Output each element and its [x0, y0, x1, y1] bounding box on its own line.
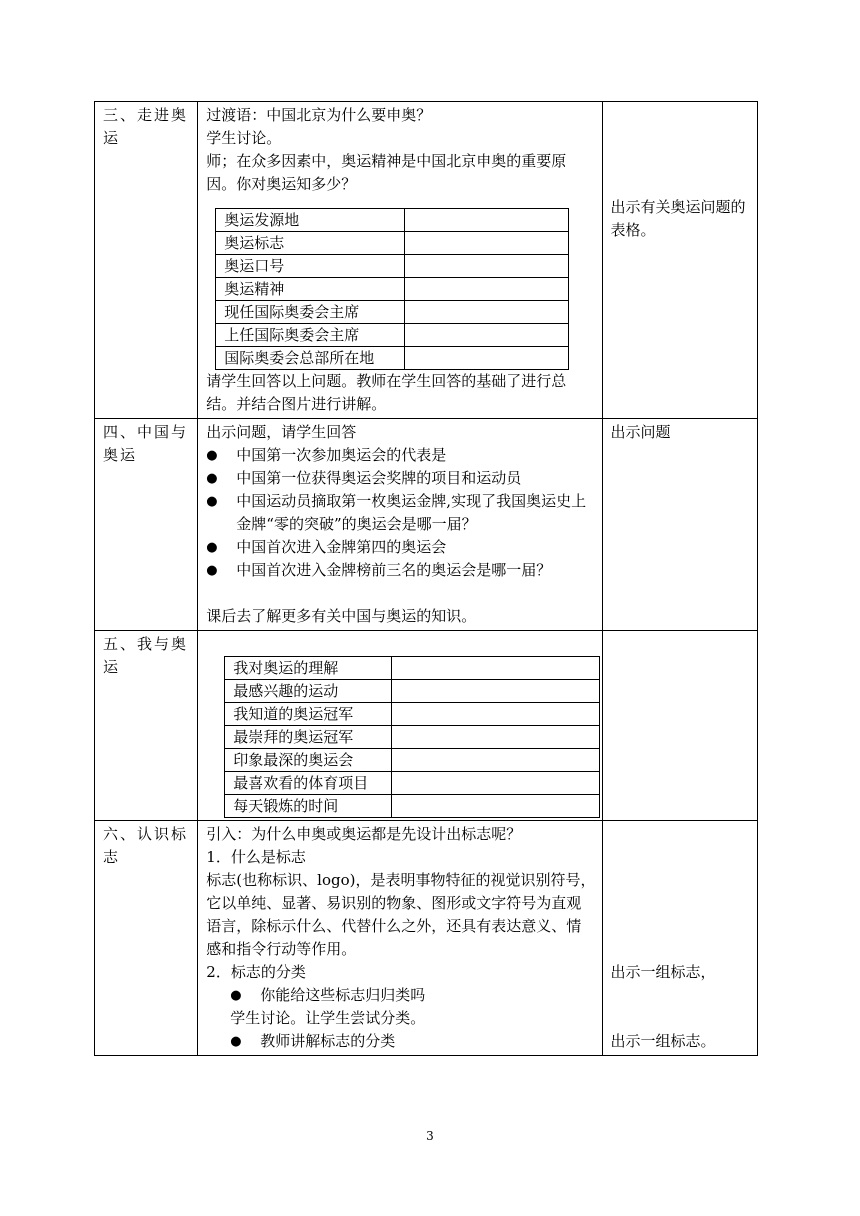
- paragraph: 1．什么是标志: [206, 848, 306, 866]
- table-cell: 最崇拜的奥运冠军: [225, 726, 392, 749]
- section-content: [198, 419, 602, 631]
- table-row: [95, 821, 758, 1056]
- table-row: [225, 772, 600, 795]
- paragraph: 学生讨论。让学生尝试分类。: [230, 1009, 426, 1027]
- bullet-icon: ●: [206, 448, 218, 463]
- table-cell: 国际奥委会总部所在地: [216, 347, 405, 370]
- list-item: ● 教师讲解标志的分类: [206, 1030, 595, 1053]
- table-row: [95, 631, 758, 821]
- table-cell: 最感兴趣的运动: [225, 680, 392, 703]
- section-label: 四、中国与奥运: [95, 419, 198, 631]
- answer-cell: [405, 278, 569, 301]
- answer-cell: [405, 209, 569, 232]
- list-item: ● 中国首次进入金牌榜前三名的奥运会是哪一届？: [206, 559, 595, 582]
- table-row: [225, 795, 600, 818]
- paragraph: 出示问题，请学生回答: [206, 423, 357, 441]
- section-content: [198, 821, 602, 1056]
- paragraph: 2．标志的分类: [206, 963, 306, 981]
- answer-cell: [392, 703, 600, 726]
- table-row: [225, 749, 600, 772]
- section-label: 六、认识标志: [95, 821, 198, 1056]
- olympic-quiz-table: [215, 208, 569, 370]
- paragraph: 师；在众多因素中，奥运精神是中国北京申奥的重要原因。你对奥运知多少？: [206, 152, 567, 193]
- table-cell: 现任国际奥委会主席: [216, 301, 405, 324]
- paragraph: 标志(也称标识、logo)，是表明事物特征的视觉识别符号，它以单纯、显著、易识别的物象、图形或文字符号为直观语言，除标示什么、代替什么之外，还具有表达意义、情感和指令行动等作用。: [206, 871, 596, 958]
- page-number: 3: [426, 1129, 434, 1143]
- note-text: 出示问题: [610, 423, 671, 441]
- answer-cell: [405, 232, 569, 255]
- teacher-note: [602, 631, 757, 821]
- answer-cell: [392, 749, 600, 772]
- list-item: ● 中国运动员摘取第一枚奥运金牌,实现了我国奥运史上金牌“零的突破”的奥运会是哪一届？: [206, 490, 595, 536]
- answer-cell: [392, 772, 600, 795]
- paragraph: 学生讨论。: [206, 129, 282, 147]
- answer-cell: [392, 657, 600, 680]
- table-row: [95, 419, 758, 631]
- list-item: ● 中国第一次参加奥运会的代表是: [206, 444, 595, 467]
- paragraph: 引入：为什么申奥或奥运都是先设计出标志呢？: [206, 825, 522, 843]
- table-row: [216, 209, 569, 232]
- section-label: 五、我与奥运: [95, 631, 198, 821]
- table-row: [225, 657, 600, 680]
- section-content: [198, 102, 602, 419]
- table-row: [216, 232, 569, 255]
- table-cell: 奥运发源地: [216, 209, 405, 232]
- table-row: [216, 278, 569, 301]
- table-row: [95, 102, 758, 419]
- answer-cell: [405, 301, 569, 324]
- bullet-icon: ●: [206, 471, 218, 486]
- note-text: 出示有关奥运问题的表格。: [610, 198, 746, 239]
- list-item: ● 中国首次进入金牌第四的奥运会: [206, 536, 595, 559]
- answer-cell: [405, 347, 569, 370]
- table-cell: 上任国际奥委会主席: [216, 324, 405, 347]
- list-item: ● 你能给这些标志归归类吗: [206, 984, 595, 1007]
- answer-cell: [392, 726, 600, 749]
- table-row: [216, 255, 569, 278]
- table-cell: 最喜欢看的体育项目: [225, 772, 392, 795]
- table-row: [216, 301, 569, 324]
- table-cell: 奥运精神: [216, 278, 405, 301]
- bullet-icon: ●: [206, 494, 218, 509]
- lesson-plan-table: [94, 101, 758, 1056]
- answer-cell: [405, 255, 569, 278]
- table-row: [225, 726, 600, 749]
- me-and-olympics-table: [224, 656, 600, 818]
- paragraph: 过渡语：中国北京为什么要申奥？: [206, 106, 432, 124]
- bullet-icon: ●: [206, 563, 218, 578]
- list-item: ● 中国第一位获得奥运会奖牌的项目和运动员: [206, 467, 595, 490]
- table-cell: 奥运口号: [216, 255, 405, 278]
- table-row: [225, 680, 600, 703]
- table-cell: 奥运标志: [216, 232, 405, 255]
- table-cell: 我对奥运的理解: [225, 657, 392, 680]
- paragraph: 请学生回答以上问题。教师在学生回答的基础了进行总结。并结合图片进行讲解。: [206, 372, 567, 413]
- bullet-icon: ●: [230, 1034, 242, 1049]
- answer-cell: [392, 795, 600, 818]
- note-text: 出示一组标志。: [610, 1032, 716, 1050]
- section-content: [198, 631, 602, 821]
- bullet-icon: ●: [206, 540, 218, 555]
- bullet-icon: ●: [230, 988, 242, 1003]
- teacher-note: [602, 419, 757, 631]
- table-row: [225, 703, 600, 726]
- paragraph: 课后去了解更多有关中国与奥运的知识。: [206, 607, 477, 625]
- section-label: 三、走进奥运: [95, 102, 198, 419]
- note-text: 出示一组标志，: [610, 963, 716, 981]
- table-row: [216, 347, 569, 370]
- answer-cell: [405, 324, 569, 347]
- teacher-note: [602, 102, 757, 419]
- table-cell: 印象最深的奥运会: [225, 749, 392, 772]
- answer-cell: [392, 680, 600, 703]
- table-row: [216, 324, 569, 347]
- teacher-note: [602, 821, 757, 1056]
- table-cell: 每天锻炼的时间: [225, 795, 392, 818]
- table-cell: 我知道的奥运冠军: [225, 703, 392, 726]
